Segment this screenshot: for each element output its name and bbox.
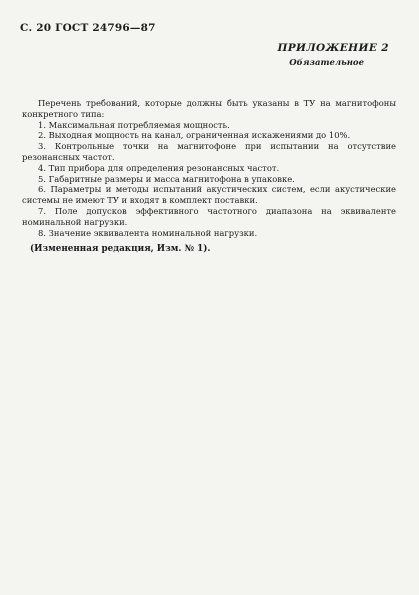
amendment-note: (Измененная редакция, Изм. № 1). [30,244,211,255]
document-body [22,98,396,255]
list-item: 6. Параметры и методы испытаний акустических систем, если акустические системы не имеют ТУ и входят в комплект поставки. [22,184,396,206]
page-header: С. 20 ГОСТ 24796—87 [20,22,156,34]
intro-paragraph: Перечень требований, которые должны быть указаны в ТУ на магнитофоны конкретного типа: [22,98,396,119]
list-item: 7. Поле допусков эффективного частотного диапазона на эквиваленте номинальной нагрузки. [22,205,396,227]
appendix-title: ПРИЛОЖЕНИЕ 2 [277,42,389,54]
list-item: 5. Габаритные размеры и масса магнитофона в упаковке. [38,173,295,184]
list-item: 2. Выходная мощность на канал, ограниченная искажениями до 10%. [38,130,351,141]
list-item: 1. Максимальная потребляемая мощность. [38,119,230,130]
list-item: 3. Контрольные точки на магнитофоне при испытании на отсутствие резонансных частот. [22,141,396,162]
appendix-subtitle: Обязательное [289,58,364,68]
list-item: 8. Значение эквивалента номинальной нагрузки. [38,227,258,238]
list-item: 4. Тип прибора для определения резонансных частот. [38,162,280,173]
